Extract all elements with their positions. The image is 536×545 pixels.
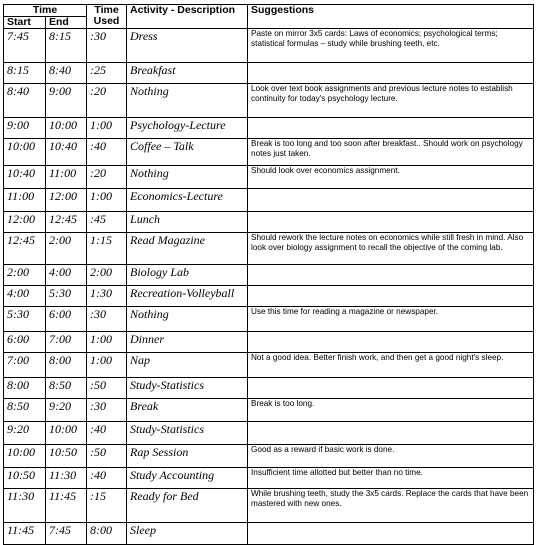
row-activity: Read Magazine xyxy=(127,233,248,265)
row-end-time: 5:30 xyxy=(46,286,87,307)
row-end-time: 9:20 xyxy=(46,399,87,422)
row-start-time: 10:50 xyxy=(4,468,46,489)
row-activity: Study-Statistics xyxy=(127,378,248,399)
row-end-time: 10:00 xyxy=(46,422,87,445)
row-suggestion xyxy=(248,523,534,545)
row-start-time: 8:50 xyxy=(4,399,46,422)
table-row xyxy=(4,233,534,265)
schedule-body xyxy=(4,29,534,545)
table-row xyxy=(4,118,534,139)
row-activity: Study Accounting xyxy=(127,468,248,489)
row-start-time: 12:00 xyxy=(4,212,46,233)
row-start-time: 10:40 xyxy=(4,166,46,189)
row-suggestion: Break is too long. xyxy=(248,399,534,422)
row-end-time: 8:40 xyxy=(46,63,87,84)
row-activity: Nap xyxy=(127,353,248,378)
table-row xyxy=(4,166,534,189)
row-start-time: 10:00 xyxy=(4,445,46,468)
header-time-used xyxy=(87,5,127,29)
row-activity: Ready for Bed xyxy=(127,489,248,523)
table-row xyxy=(4,189,534,212)
row-time-used: :30 xyxy=(87,29,127,63)
row-activity: Nothing xyxy=(127,307,248,332)
row-activity: Biology Lab xyxy=(127,265,248,286)
row-end-time: 4:00 xyxy=(46,265,87,286)
row-suggestion xyxy=(248,286,534,307)
table-row xyxy=(4,265,534,286)
row-suggestion: Should look over economics assignment. xyxy=(248,166,534,189)
row-suggestion: Insufficient time allotted but better than no time. xyxy=(248,468,534,489)
row-suggestion: Break is too long and too soon after breakfast.. Should work on psychology notes just taken. xyxy=(248,139,534,166)
row-time-used: 1:00 xyxy=(87,118,127,139)
row-suggestion xyxy=(248,118,534,139)
row-suggestion: Good as a reward if basic work is done. xyxy=(248,445,534,468)
row-time-used: :50 xyxy=(87,378,127,399)
row-time-used: :20 xyxy=(87,84,127,118)
row-suggestion: While brushing teeth, study the 3x5 cards. Replace the cards that have been mastered with new ones. xyxy=(248,489,534,523)
row-time-used: :30 xyxy=(87,307,127,332)
row-time-used: 1:15 xyxy=(87,233,127,265)
row-time-used: :40 xyxy=(87,468,127,489)
header-end: End xyxy=(46,17,87,29)
row-end-time: 10:50 xyxy=(46,445,87,468)
row-activity: Dress xyxy=(127,29,248,63)
row-end-time: 6:00 xyxy=(46,307,87,332)
row-activity: Psychology-Lecture xyxy=(127,118,248,139)
table-row xyxy=(4,63,534,84)
row-start-time: 9:20 xyxy=(4,422,46,445)
row-time-used: :45 xyxy=(87,212,127,233)
row-start-time: 11:00 xyxy=(4,189,46,212)
row-time-used: :30 xyxy=(87,399,127,422)
row-start-time: 7:00 xyxy=(4,353,46,378)
row-activity: Dinner xyxy=(127,332,248,353)
table-row xyxy=(4,468,534,489)
row-end-time: 10:40 xyxy=(46,139,87,166)
row-suggestion: Paste on mirror 3x5 cards: Laws of economics; psychological terms; statistical formulas – study while brushing teeth, etc. xyxy=(248,29,534,63)
row-suggestion: Look over text book assignments and previous lecture notes to establish continuity for today's psychology lecture. xyxy=(248,84,534,118)
table-row xyxy=(4,378,534,399)
row-end-time: 8:00 xyxy=(46,353,87,378)
row-time-used: :15 xyxy=(87,489,127,523)
row-time-used: :40 xyxy=(87,422,127,445)
row-time-used: 2:00 xyxy=(87,265,127,286)
row-end-time: 7:45 xyxy=(46,523,87,545)
table-row xyxy=(4,422,534,445)
row-start-time: 11:45 xyxy=(4,523,46,545)
row-suggestion xyxy=(248,378,534,399)
table-row xyxy=(4,139,534,166)
row-time-used: 1:00 xyxy=(87,189,127,212)
row-end-time: 11:30 xyxy=(46,468,87,489)
schedule-table xyxy=(3,4,534,545)
row-activity: Lunch xyxy=(127,212,248,233)
header-time: Time xyxy=(4,5,87,17)
row-end-time: 10:00 xyxy=(46,118,87,139)
row-end-time: 11:45 xyxy=(46,489,87,523)
row-end-time: 7:00 xyxy=(46,332,87,353)
table-row xyxy=(4,286,534,307)
table-row xyxy=(4,212,534,233)
row-end-time: 11:00 xyxy=(46,166,87,189)
row-activity: Sleep xyxy=(127,523,248,545)
row-end-time: 8:15 xyxy=(46,29,87,63)
row-suggestion xyxy=(248,332,534,353)
row-suggestion xyxy=(248,212,534,233)
row-time-used: 1:30 xyxy=(87,286,127,307)
row-activity: Nothing xyxy=(127,166,248,189)
table-row xyxy=(4,445,534,468)
row-time-used: 8:00 xyxy=(87,523,127,545)
row-start-time: 6:00 xyxy=(4,332,46,353)
table-row xyxy=(4,399,534,422)
row-start-time: 8:15 xyxy=(4,63,46,84)
row-suggestion xyxy=(248,189,534,212)
table-row xyxy=(4,332,534,353)
row-time-used: 1:00 xyxy=(87,353,127,378)
row-activity: Break xyxy=(127,399,248,422)
table-row xyxy=(4,489,534,523)
table-row xyxy=(4,353,534,378)
row-start-time: 10:00 xyxy=(4,139,46,166)
row-start-time: 12:45 xyxy=(4,233,46,265)
row-suggestion: Not a good idea. Better finish work, and then get a good night's sleep. xyxy=(248,353,534,378)
row-end-time: 12:00 xyxy=(46,189,87,212)
table-row xyxy=(4,307,534,332)
row-time-used: 1:00 xyxy=(87,332,127,353)
row-activity: Recreation-Volleyball xyxy=(127,286,248,307)
header-time-used-line2: Used xyxy=(93,15,120,27)
row-suggestion xyxy=(248,265,534,286)
row-activity: Rap Session xyxy=(127,445,248,468)
table-row xyxy=(4,523,534,545)
header-activity: Activity - Description xyxy=(127,5,248,29)
row-start-time: 8:00 xyxy=(4,378,46,399)
table-row xyxy=(4,84,534,118)
header-row-top xyxy=(4,5,534,17)
row-end-time: 2:00 xyxy=(46,233,87,265)
header-start: Start xyxy=(4,17,46,29)
row-start-time: 9:00 xyxy=(4,118,46,139)
row-activity: Coffee – Talk xyxy=(127,139,248,166)
row-suggestion: Use this time for reading a magazine or newspaper. xyxy=(248,307,534,332)
row-end-time: 8:50 xyxy=(46,378,87,399)
row-start-time: 7:45 xyxy=(4,29,46,63)
row-time-used: :50 xyxy=(87,445,127,468)
row-activity: Breakfast xyxy=(127,63,248,84)
table-row xyxy=(4,29,534,63)
row-start-time: 4:00 xyxy=(4,286,46,307)
row-time-used: :40 xyxy=(87,139,127,166)
row-activity: Nothing xyxy=(127,84,248,118)
row-time-used: :25 xyxy=(87,63,127,84)
header-suggestions: Suggestions xyxy=(248,5,534,29)
row-start-time: 5:30 xyxy=(4,307,46,332)
row-suggestion xyxy=(248,422,534,445)
row-activity: Study-Statistics xyxy=(127,422,248,445)
row-start-time: 11:30 xyxy=(4,489,46,523)
row-suggestion: Should rework the lecture notes on economics while still fresh in mind. Also look over biology assignment to recall the objective of the coming lab. xyxy=(248,233,534,265)
row-end-time: 12:45 xyxy=(46,212,87,233)
row-end-time: 9:00 xyxy=(46,84,87,118)
header-time-used-line1: Time xyxy=(94,4,119,16)
row-start-time: 8:40 xyxy=(4,84,46,118)
row-suggestion xyxy=(248,63,534,84)
row-time-used: :20 xyxy=(87,166,127,189)
row-start-time: 2:00 xyxy=(4,265,46,286)
row-activity: Economics-Lecture xyxy=(127,189,248,212)
